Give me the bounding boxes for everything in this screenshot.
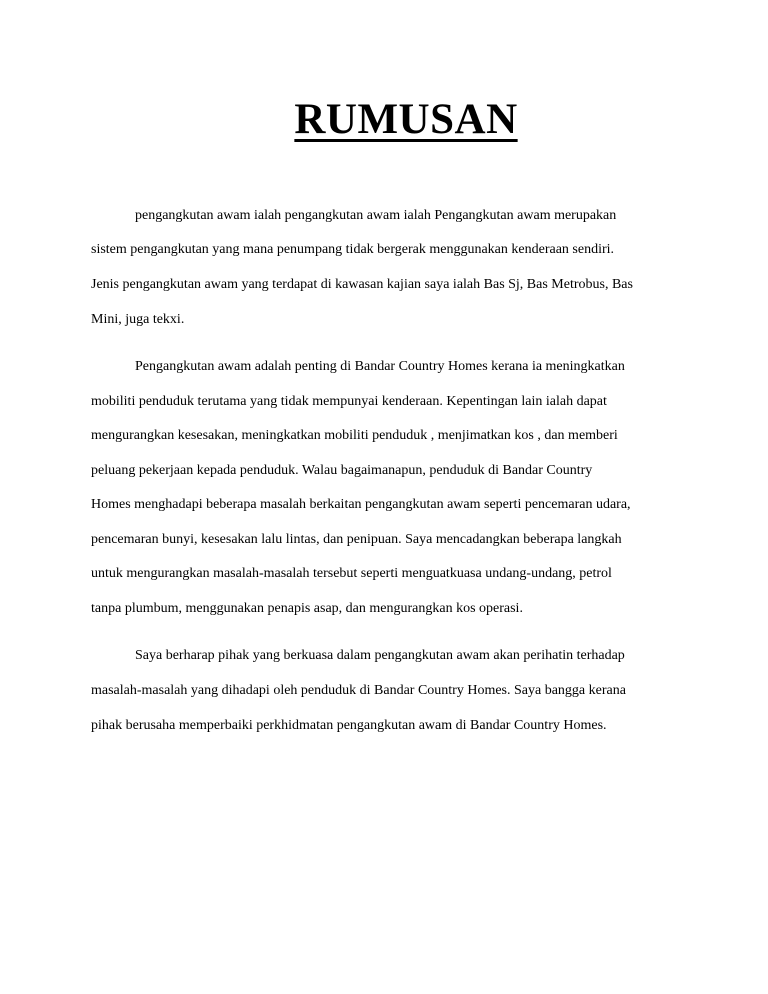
paragraph-line: tanpa plumbum, menggunakan penapis asap, dan mengurangkan kos operasi. [91,601,523,616]
paragraph-line: mengurangkan kesesakan, meningkatkan mobiliti penduduk , menjimatkan kos , dan memberi [91,428,618,443]
paragraph-line: Pengangkutan awam adalah penting di Bandar Country Homes kerana ia meningkatkan [135,359,625,374]
paragraph-line: pencemaran bunyi, kesesakan lalu lintas, dan penipuan. Saya mencadangkan beberapa langkah [91,532,622,547]
paragraph-line: peluang pekerjaan kepada penduduk. Walau bagaimanapun, penduduk di Bandar Country [91,463,593,478]
paragraph-line: Homes menghadapi beberapa masalah berkaitan pengangkutan awam seperti pencemaran udara, [91,497,631,512]
paragraph-line: Jenis pengangkutan awam yang terdapat di kawasan kajian saya ialah Bas Sj, Bas Metrobus, Bas [91,277,633,292]
paragraph-line: mobiliti penduduk terutama yang tidak mempunyai kenderaan. Kepentingan lain ialah dapat [91,394,607,409]
paragraph-line: pihak berusaha memperbaiki perkhidmatan pengangkutan awam di Bandar Country Homes. [91,718,607,733]
paragraph-line: pengangkutan awam ialah pengangkutan awam ialah Pengangkutan awam merupakan [135,208,617,223]
page-title: RUMUSAN [294,96,518,143]
paragraph-line: Mini, juga tekxi. [91,312,185,327]
paragraph-line: Saya berharap pihak yang berkuasa dalam pengangkutan awam akan perihatin terhadap [135,648,625,663]
paragraph-line: masalah-masalah yang dihadapi oleh penduduk di Bandar Country Homes. Saya bangga kerana [91,683,626,698]
paragraph-line: sistem pengangkutan yang mana penumpang tidak bergerak menggunakan kenderaan sendiri. [91,242,615,257]
paragraph-line: untuk mengurangkan masalah-masalah tersebut seperti menguatkuasa undang-undang, petrol [91,566,612,581]
